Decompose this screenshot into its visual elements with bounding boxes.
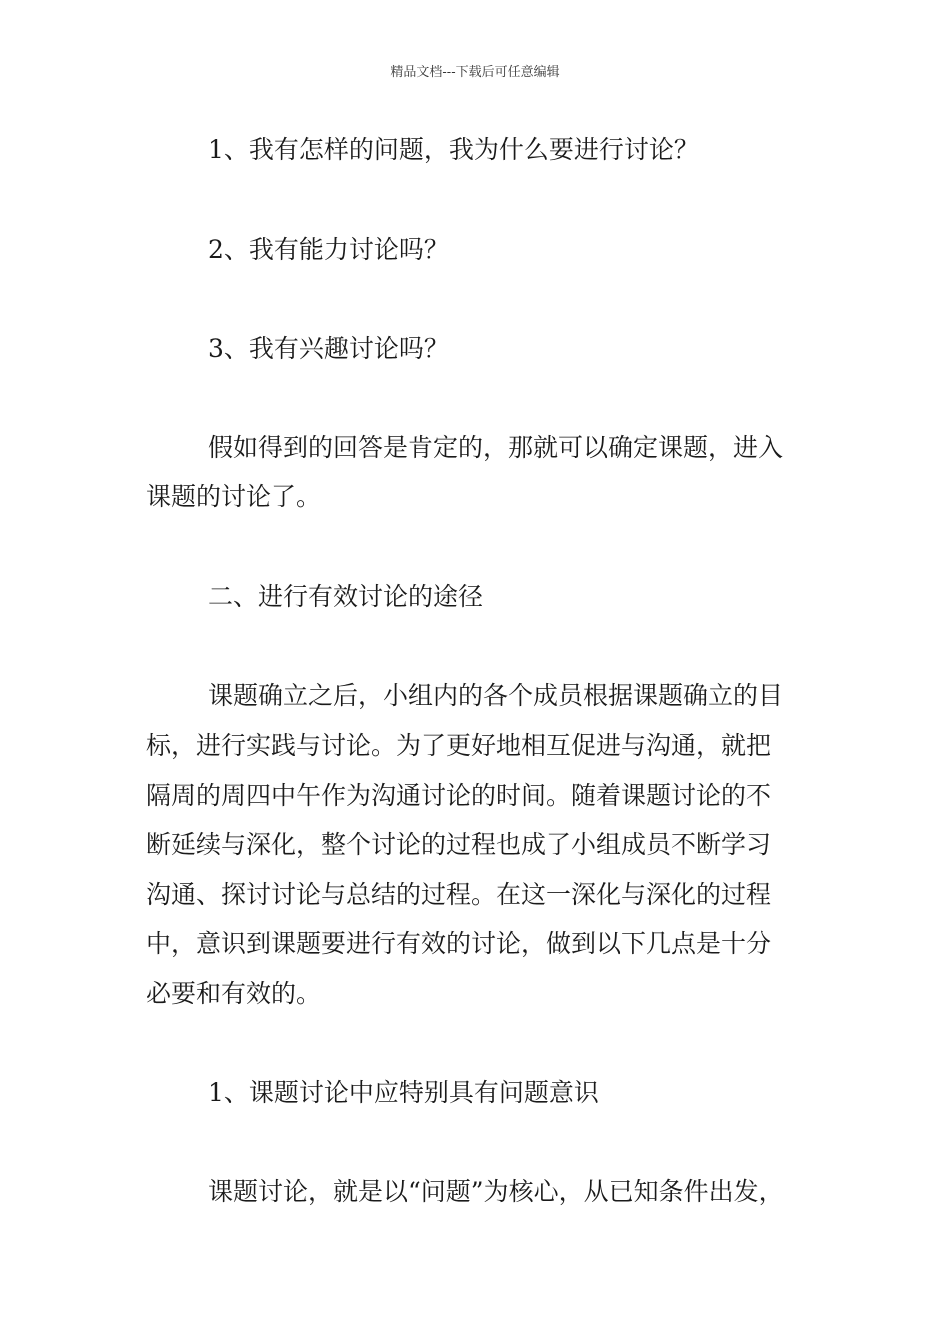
paragraph-1-line-2: 课题的讨论了。 — [146, 482, 322, 511]
question-1: 1、我有怎样的问题，我为什么要进行讨论？ — [208, 135, 699, 164]
paragraph-3-line-1: 课题讨论，就是以“问题”为核心，从已知条件出发， — [208, 1177, 784, 1206]
paragraph-2-line-4: 断延续与深化，整个讨论的过程也成了小组成员不断学习 — [146, 830, 772, 859]
paragraph-2-line-5: 沟通、探讨讨论与总结的过程。在这一深化与深化的过程 — [146, 880, 772, 909]
section-heading: 二、进行有效讨论的途径 — [208, 582, 484, 611]
paragraph-1-line-1: 假如得到的回答是肯定的，那就可以确定课题，进入 — [208, 433, 784, 462]
question-3: 3、我有兴趣讨论吗？ — [208, 334, 449, 363]
paragraph-2-line-1: 课题确立之后，小组内的各个成员根据课题确立的目 — [208, 681, 784, 710]
page-header: 精品文档---下载后可任意编辑 — [390, 65, 560, 80]
paragraph-2-line-6: 中，意识到课题要进行有效的讨论，做到以下几点是十分 — [146, 929, 772, 958]
paragraph-2-line-3: 隔周的周四中午作为沟通讨论的时间。随着课题讨论的不 — [146, 781, 772, 810]
paragraph-2-line-7: 必要和有效的。 — [146, 979, 322, 1008]
subheading: 1、课题讨论中应特别具有问题意识 — [208, 1078, 599, 1107]
question-2: 2、我有能力讨论吗？ — [208, 235, 449, 264]
paragraph-2-line-2: 标，进行实践与讨论。为了更好地相互促进与沟通，就把 — [146, 731, 772, 760]
